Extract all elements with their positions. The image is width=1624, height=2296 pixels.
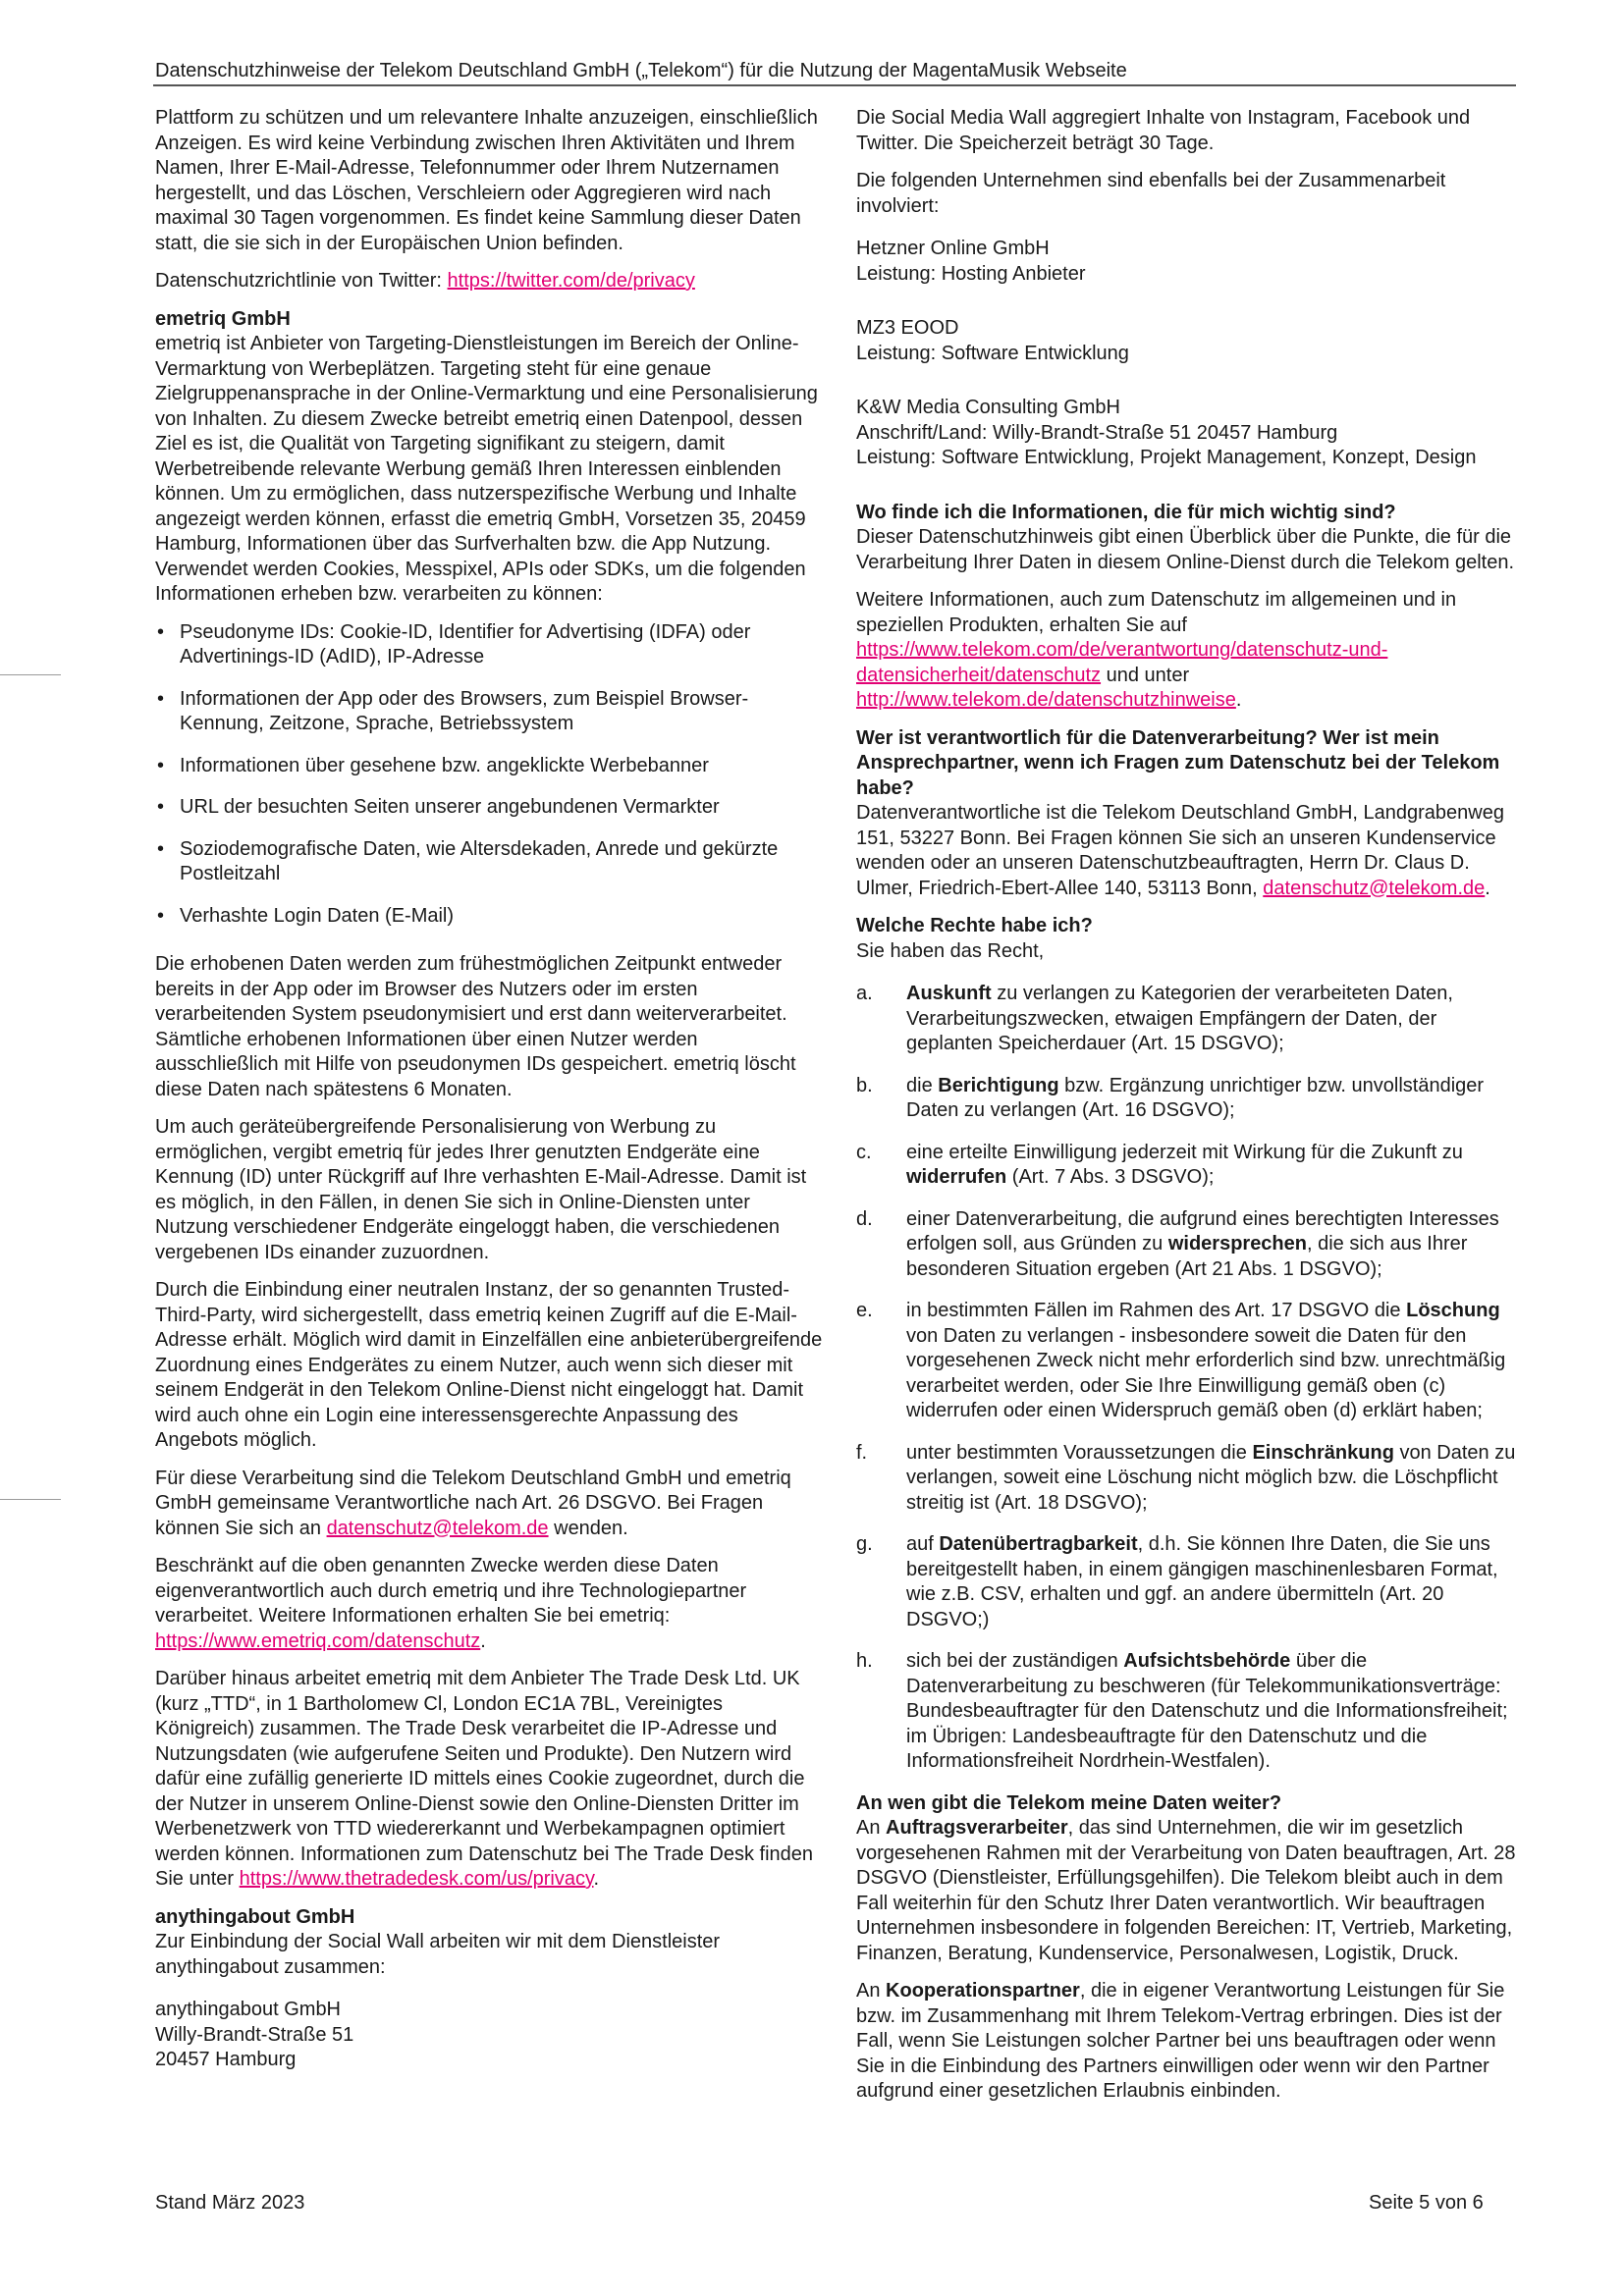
list-letter: f.	[856, 1441, 868, 1464]
email-link[interactable]: datenschutz@telekom.de	[1263, 877, 1486, 899]
paragraph-ttd	[155, 1667, 825, 1893]
list-item: • URL der besuchten Seiten unserer angebundenen Vermarkter	[155, 795, 825, 821]
telekom-privacy-link[interactable]: https://www.telekom.com/de/verantwortung/datenschutz-und-datensicherheit/datenschutz	[856, 639, 1388, 686]
paragraph: Plattform zu schützen und um relevantere Inhalte anzuzeigen, einschließlich Anzeigen. Es wird keine Verbindung zwischen Ihren Aktivitäten und Ihrem Namen, Ihrer E-Mail-Adresse, Telefonnummer oder Ihrem Nutzernamen hergestellt, und das Löschen, Verschleiern oder Aggregieren wird nach maximal 30 Tagen vorgenommen. Es findet keine Sammlung dieser Daten statt, die sie sich in der Europäischen Union befinden.	[155, 107, 818, 254]
rights-item	[856, 1074, 1522, 1124]
text: , die sich aus Ihrer besonderen Situation ergeben (Art 21 Abs. 1 DSGVO);	[906, 1233, 1468, 1280]
text: zu verlangen zu Kategorien der verarbeiteten Daten, Verarbeitungszwecken, etwaigen Empfängern der Daten, der geplanten Speicherdauer (Art. 15 DSGVO);	[906, 983, 1453, 1054]
paragraph: Zur Einbindung der Social Wall arbeiten wir mit dem Dienstleister anythingabout zusammen:	[155, 1931, 721, 1978]
email-link[interactable]: datenschutz@telekom.de	[326, 1517, 549, 1539]
bold-term: Auftragsverarbeiter	[886, 1817, 1068, 1839]
section-heading-anythingabout: anythingabout GmbH	[155, 1905, 355, 1928]
section-heading-emetriq: emetriq GmbH	[155, 307, 291, 330]
list-item: • Pseudonyme IDs: Cookie-ID, Identifier for Advertising (IDFA) oder Advertinings-ID (AdID), IP-Adresse	[155, 620, 825, 670]
bold-term: Auskunft	[906, 983, 992, 1004]
footer-date: Stand März 2023	[155, 2192, 305, 2214]
company-service: Leistung: Software Entwicklung, Projekt Management, Konzept, Design	[856, 447, 1477, 468]
telekom-privacy-notes-link[interactable]: http://www.telekom.de/datenschutzhinweise	[856, 689, 1236, 711]
text: , d.h. Sie können Ihre Daten, die Sie uns bereitgestellt haben, in einem gängigen maschinenlesbaren Format, wie z.B. CSV, erhalten und ggf. an andere übermitteln (Art. 20 DSGVO;)	[906, 1533, 1498, 1630]
text: von Daten zu verlangen, soweit eine Löschung nicht möglich bzw. die Löschpflicht streitig ist (Art. 18 DSGVO);	[906, 1441, 1516, 1514]
rights-item	[856, 1532, 1522, 1632]
address-line: anythingabout GmbH	[155, 1999, 342, 2020]
bold-term: Datenübertragbarkeit	[939, 1533, 1138, 1555]
text: unter bestimmten Voraussetzungen die	[906, 1441, 1253, 1464]
paragraph-joint	[155, 1467, 825, 1542]
text: und unter	[1101, 664, 1190, 686]
left-column	[155, 106, 825, 2073]
text: Datenschutzrichtlinie von Twitter:	[155, 270, 448, 292]
text: Datenverantwortliche ist die Telekom Deutschland GmbH, Landgrabenweg 151, 53227 Bonn. Bei Fragen können Sie sich an unseren Kundenservice wenden oder an unseren Datenschutzbeauftragten, Herrn Dr. Claus D. Ulmer, Friedrich-Ebert-Allee 140, 53113 Bonn,	[856, 802, 1504, 899]
ttd-privacy-link[interactable]: https://www.thetradedesk.com/us/privacy	[239, 1868, 594, 1890]
paragraph: Die erhobenen Daten werden zum frühestmöglichen Zeitpunkt entweder bereits in der App oder im Browser des Nutzers oder im ersten verarbeitenden System pseudonymisiert und erst dann weiterverarbeitet. Sämtliche erhobenen Informationen über einen Nutzer werden ausschließlich mit Hilfe von pseudonymen IDs gespeichert. emetriq löscht diese Daten nach spätestens 6 Monaten.	[155, 953, 796, 1100]
company-mz3	[856, 316, 1522, 366]
text: sich bei der zuständigen	[906, 1650, 1124, 1672]
list-item: • Soziodemografische Daten, wie Altersdekaden, Anrede und gekürzte Postleitzahl	[155, 837, 825, 887]
list-letter: c.	[856, 1141, 872, 1163]
list-letter: e.	[856, 1300, 873, 1321]
rights-item	[856, 1649, 1522, 1775]
text: über die Datenverarbeitung zu beschweren (für Telekommunikationsverträge: Bundesbeauftragter für den Datenschutz und die Informationsfreiheit; im Übrigen: Landesbeauftragte für den Datenschutz und die Informationsfreiheit Nordrhein-Westfalen).	[906, 1650, 1508, 1772]
text: (Art. 7 Abs. 3 DSGVO);	[1006, 1166, 1215, 1188]
emetriq-privacy-link[interactable]: https://www.emetriq.com/datenschutz	[155, 1629, 481, 1652]
text: Für diese Verarbeitung sind die Telekom Deutschland GmbH und emetriq GmbH gemeinsame Verantwortliche nach Art. 26 DSGVO. Bei Fragen können Sie sich an	[155, 1467, 791, 1539]
rights-list	[856, 982, 1522, 1775]
paragraph: Die folgenden Unternehmen sind ebenfalls bei der Zusammenarbeit involviert:	[856, 170, 1446, 217]
company-name: K&W Media Consulting GmbH	[856, 397, 1120, 418]
list-letter: d.	[856, 1207, 873, 1230]
page-header: Datenschutzhinweise der Telekom Deutschland GmbH („Telekom“) für die Nutzung der MagentaMusik Webseite	[155, 60, 1127, 81]
company-address: Anschrift/Land: Willy-Brandt-Straße 51 20457 Hamburg	[856, 421, 1338, 444]
company-service: Leistung: Hosting Anbieter	[856, 262, 1086, 285]
list-item: • Verhashte Login Daten (E-Mail)	[155, 904, 825, 930]
text: bzw. Ergänzung unrichtiger bzw. unvollständiger Daten zu verlangen (Art. 16 DSGVO);	[906, 1074, 1485, 1121]
header-divider	[153, 84, 1516, 86]
text: in bestimmten Fällen im Rahmen des Art. 17 DSGVO die	[906, 1300, 1407, 1321]
text: Weitere Informationen, auch zum Datenschutz im allgemeinen und in speziellen Produkten, erhalten Sie auf	[856, 589, 1457, 636]
section-heading-responsible: Wer ist verantwortlich für die Datenverarbeitung? Wer ist mein Ansprechpartner, wenn ich Fragen zum Datenschutz bei der Telekom habe?	[856, 726, 1500, 799]
text: .	[1235, 689, 1242, 711]
right-column	[856, 106, 1522, 2117]
text: An	[856, 1980, 887, 2002]
bold-term: Kooperationspartner	[886, 1980, 1080, 2002]
paragraph-limited	[155, 1554, 825, 1654]
paragraph-twitter	[155, 269, 825, 294]
text: .	[1485, 877, 1490, 899]
list-item: • Informationen über gesehene bzw. angeklickte Werbebanner	[155, 754, 825, 779]
address-block	[155, 1998, 825, 2073]
bold-term: Einschränkung	[1252, 1441, 1394, 1464]
footer-page-number: Seite 5 von 6	[1369, 2192, 1484, 2214]
rights-item	[856, 1141, 1522, 1191]
paragraph-responsible	[856, 801, 1522, 901]
rights-item	[856, 1299, 1522, 1424]
text: wenden.	[548, 1517, 628, 1539]
company-service: Leistung: Software Entwicklung	[856, 342, 1129, 364]
paragraph: Dieser Datenschutzhinweis gibt einen Überblick über die Punkte, die für die Verarbeitung Ihrer Daten in diesem Online-Dienst durch die Telekom gelten.	[856, 526, 1514, 573]
bold-term: widersprechen	[1167, 1233, 1307, 1255]
text: von Daten zu verlangen - insbesondere soweit die Daten für den vorgesehenen Zweck nicht mehr erforderlich sind bzw. unrechtmäßig verarbeitet werden, oder Sie Ihre Einwilligung gemäß oben (c) widerrufen oder einen Widerspruch gemäß oben (d) erklärt haben;	[906, 1324, 1506, 1421]
text: die	[906, 1074, 939, 1096]
twitter-privacy-link[interactable]: https://twitter.com/de/privacy	[447, 270, 695, 292]
paragraph: Durch die Einbindung einer neutralen Instanz, der so genannten Trusted-Third-Party, wird sichergestellt, dass emetriq keinen Zugriff auf die E-Mail-Adresse erhält. Möglich wird damit in Einzelfällen eine anbieterübergreifende Zuordnung eines Endgerätes zu einem Nutzer, auch wenn sich dieser mit seinem Endgerät in den Telekom Online-Dienst nicht eingeloggt hat. Damit wird auch ohne ein Login eine interessensgerechte Anpassung des Angebots möglich.	[155, 1279, 823, 1451]
text: An	[856, 1817, 887, 1839]
text: Darüber hinaus arbeitet emetriq mit dem Anbieter The Trade Desk Ltd. UK (kurz „TTD“, in 1 Bartholomew Cl, London EC1A 7BL, Vereinigtes Königreich) zusammen. The Trade Desk verarbeitet die IP-Adresse und Nutzungsdaten (wie aufgerufene Seiten und Produkte). Den Nutzern wird dafür eine zufällig generierte ID mittels eines Cookie zugeordnet, durch die der Nutzer in unserem Online-Dienst sowie den Online-Diensten Dritter im Werbenetzwerk von TTD wiedererkannt und Werbekampagnen optimiert werden können. Informationen zum Datenschutz bei The Trade Desk finden Sie unter	[155, 1668, 814, 1890]
paragraph-kooperation	[856, 1979, 1522, 2105]
section-heading-recipients: An wen gibt die Telekom meine Daten weiter?	[856, 1791, 1282, 1814]
text: Beschränkt auf die oben genannten Zwecke werden diese Daten eigenverantwortlich auch durch emetriq und ihre Technologiepartner verarbeitet. Weitere Informationen erhalten Sie bei emetriq:	[155, 1555, 747, 1627]
section-heading-rights: Welche Rechte habe ich?	[856, 915, 1093, 936]
paragraph-auftrag	[856, 1816, 1522, 1966]
company-name: Hetzner Online GmbH	[856, 238, 1050, 259]
bold-term: Löschung	[1406, 1300, 1500, 1321]
paragraph: emetriq ist Anbieter von Targeting-Dienstleistungen im Bereich der Online-Vermarktung von Werbeplätzen. Targeting steht für eine genaue Zielgruppenansprache in der Online-Vermarktung und eine Personalisierung von Inhalten. Zu diesem Zwecke betreibt emetriq einen Datenpool, dessen Ziel es ist, die Qualität von Targeting signifikant zu steigern, damit Werbetreibende relevante Werbung gemäß Ihren Interessen einblenden können. Um zu ermöglichen, dass nutzerspezifische Werbung und Inhalte angezeigt werden können, erfasst die emetriq GmbH, Vorsetzen 35, 20459 Hamburg, Informationen über das Surfverhalten bzw. die App Nutzung. Verwendet werden Cookies, Messpixel, APIs oder SDKs, um die folgenden Informationen erheben bzw. verarbeiten zu können:	[155, 333, 818, 605]
bold-term: widerrufen	[906, 1166, 1007, 1188]
text: , die in eigener Verantwortung Leistungen für Sie bzw. im Zusammenhang mit Ihrem Telekom-Vertrag erbringen. Dies ist der Fall, wenn Sie Leistungen solcher Partner bei uns beauftragen oder wenn Sie in die Einbindung des Partners einwilligen oder wenn wir den Partner aufgrund einer gesetzlichen Erlaubnis einbinden.	[856, 1980, 1505, 2102]
list-letter: g.	[856, 1533, 873, 1555]
text: auf	[906, 1533, 940, 1555]
bold-term: Aufsichtsbehörde	[1123, 1650, 1291, 1672]
fold-mark-top	[0, 674, 61, 675]
text: eine erteilte Einwilligung jederzeit mit Wirkung für die Zukunft zu	[906, 1141, 1463, 1163]
list-letter: a.	[856, 983, 873, 1004]
section-heading-where: Wo finde ich die Informationen, die für mich wichtig sind?	[856, 501, 1396, 523]
paragraph: Die Social Media Wall aggregiert Inhalte von Instagram, Facebook und Twitter. Die Speicherzeit beträgt 30 Tage.	[856, 107, 1471, 154]
text: , das sind Unternehmen, die wir im gesetzlich vorgesehenen Rahmen mit der Verarbeitung von Daten beauftragen, Art. 28 DSGVO (Dienstleister, Erfüllungsgehilfen). Die Telekom bleibt auch in dem Fall weiterhin für den Schutz Ihrer Daten verantwortlich. Wir beauftragen Unternehmen insbesondere in folgenden Bereichen: IT, Vertrieb, Marketing, Finanzen, Beratung, Kundenservice, Personalwesen, Logistik, Druck.	[856, 1817, 1516, 1964]
address-line: Willy-Brandt-Straße 51	[155, 2023, 354, 2046]
bullet-list	[155, 620, 825, 930]
bold-term: Berichtigung	[938, 1074, 1059, 1096]
paragraph: Sie haben das Recht,	[856, 939, 1045, 962]
company-hetzner	[856, 237, 1522, 287]
text: einer Datenverarbeitung, die aufgrund eines berechtigten Interesses erfolgen soll, aus Gründen zu	[906, 1207, 1499, 1255]
list-letter: b.	[856, 1074, 873, 1096]
paragraph-more-info	[856, 588, 1522, 714]
rights-item	[856, 982, 1522, 1057]
company-kw	[856, 396, 1522, 471]
text: .	[593, 1868, 600, 1890]
text: .	[480, 1629, 486, 1652]
address-line: 20457 Hamburg	[155, 2049, 297, 2070]
rights-item	[856, 1441, 1522, 1517]
list-item: • Informationen der App oder des Browsers, zum Beispiel Browser-Kennung, Zeitzone, Sprache, Betriebssystem	[155, 687, 825, 737]
company-name: MZ3 EOOD	[856, 317, 959, 339]
paragraph: Um auch geräteübergreifende Personalisierung von Werbung zu ermöglichen, vergibt emetriq für jedes Ihrer genutzten Endgeräte eine Kennung (ID) unter Rückgriff auf Ihre verhashten E-Mail-Adresse. Damit ist es möglich, in den Fällen, in denen Sie sich in Online-Diensten unter Nutzung verschiedener Endgeräte eingeloggt haben, die verschiedenen vergebenen IDs einander zuzuordnen.	[155, 1116, 807, 1263]
list-letter: h.	[856, 1650, 873, 1672]
rights-item	[856, 1207, 1522, 1283]
fold-mark-bottom	[0, 1499, 61, 1500]
